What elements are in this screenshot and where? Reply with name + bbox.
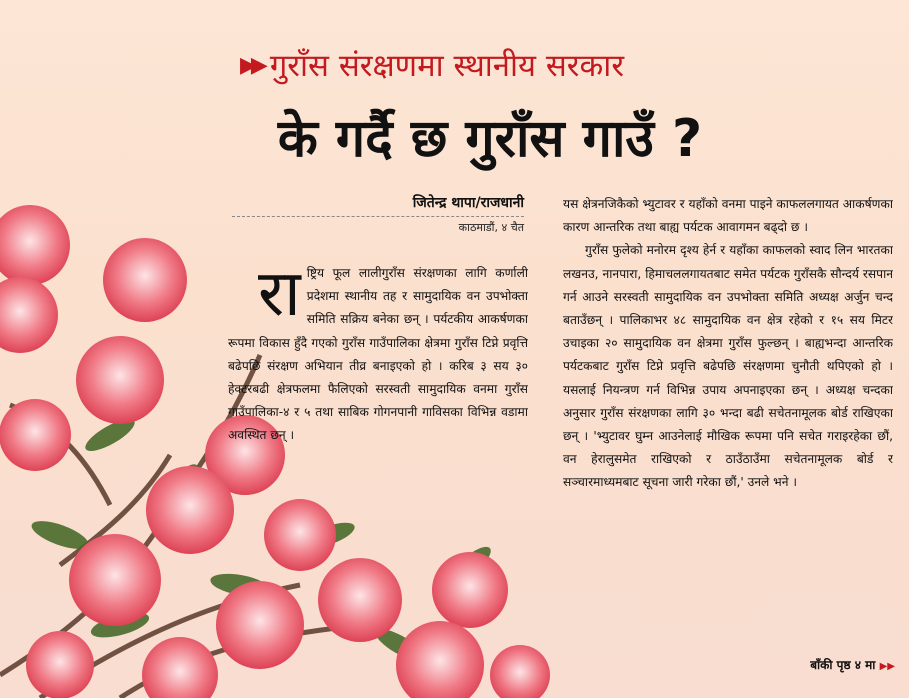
continued-on-page-4: [745, 654, 895, 676]
body-right-paragraph-2: गुराँस फुलेको मनोरम दृश्य हेर्न र यहाँका काफलको स्वाद लिन भारतका लखनउ, नानपारा, हिमाचललगायतबाट समेत पर्यटक गुराँसकै सौन्दर्य रसपान गर्न आउने सरस्वती सामुदायिक वन उपभोक्ता समिति अध्यक्ष अर्जुन चन्द बताउँछन् । पालिकाभर ४८ सामुदायिक वन क्षेत्र रहेको र १५ सय मिटर उचाइका २० सामुदायिक वन क्षेत्रमा गुराँस फुल्छन् । बाह्यभन्दा आन्तरिक पर्यटकबाट गुराँस टिप्ने प्रवृत्ति बढेपछि संरक्षणमा चुनौती थपिएको हो । यसलाई नियन्त्रण गर्न विभिन्न उपाय अपनाइएका छन् । अध्यक्ष चन्दका अनुसार गुराँस संरक्षणका लागि ३० भन्दा बढी सचेतनामूलक बोर्ड राखिएका छन् । 'भ्युटावर घुम्न आउनेलाई मौखिक रूपमा पनि सचेत गराइरहेका छौं, वन हेरालुसमेत राखिएको र ठाउँठाउँमा सचेतनामूलक बोर्ड र सञ्चारमाध्यमबाट सूचना जारी गरेका छौं,' उनले भने ।: [563, 243, 893, 490]
dateline: काठमाडौं, ४ चैत: [458, 221, 524, 234]
article-body-left: [228, 262, 528, 542]
body-right-paragraph-1: यस क्षेत्रनजिकैको भ्युटावर र यहाँको वनमा पाइने काफललगायत आकर्षणका कारण आन्तरिक तथा बाह्य पर्यटक आवागमन बढ्दो छ ।: [563, 197, 893, 235]
continued-text: बाँकी पृष्ठ ४ मा: [810, 658, 876, 672]
byline: जितेन्द्र थापा/राजधानी: [232, 192, 524, 217]
body-left-paragraph: ष्ट्रिय फूल लालीगुराँस संरक्षणका लागि कर्णाली प्रदेशमा स्थानीय तह र सामुदायिक वन उपभोक्ता समिति सक्रिय बनेका छन् । पर्यटकीय आकर्षणका रूपमा विकास हुँदै गएको गुराँस गाउँपालिका क्षेत्रमा गुराँस टिप्ने प्रवृत्ति बढेपछि संरक्षण अभियान तीव्र बनाइएको हो । करिब ३ सय ३० हेक्टरबढी क्षेत्रफलमा फैलिएको सरस्वती सामुदायिक वनमा गुराँस गाउँपालिका-४ र ५ तथा साबिक गोगनपानी गाविसका विभिन्न वडामा अवस्थित छन् ।: [228, 266, 528, 443]
double-arrow-right-icon: ▶▶: [879, 661, 895, 672]
kicker: [240, 40, 760, 90]
kicker-text: गुराँस संरक्षणमा स्थानीय सरकार: [269, 48, 625, 84]
drop-cap: रा: [258, 262, 301, 331]
headline: के गर्दै छ गुराँस गाउँ ?: [277, 109, 703, 169]
double-arrow-right-icon: ▶▶: [240, 52, 262, 78]
article-body-right: [563, 193, 893, 648]
